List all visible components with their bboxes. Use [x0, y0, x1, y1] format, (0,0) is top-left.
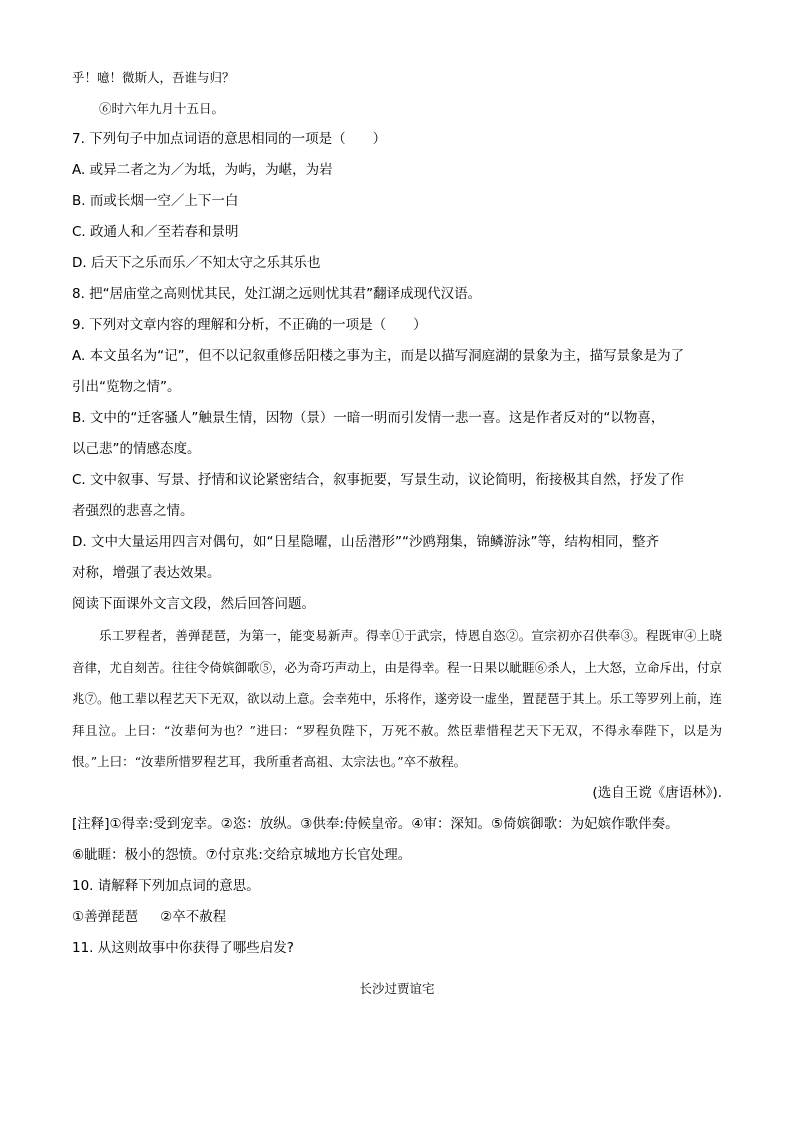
question-7-stem: 7. 下列句子中加点词语的意思相同的一项是（ ）: [72, 131, 387, 147]
question-9-option-c-line2: 者强烈的悲喜之情。: [72, 503, 194, 519]
question-9-stem: 9. 下列对文章内容的理解和分析，不正确的一项是（ ）: [72, 317, 427, 333]
question-9-option-c-line1: C. 文中叙事、写景、抒情和议论紧密结合，叙事扼要，写景生动，议论简明，衔接极其自然，抒发了作: [72, 472, 685, 488]
question-9-option-d-line2: 对称，增强了表达效果。: [72, 565, 221, 581]
question-7-option-a: A. 或异二者之为／为坻，为屿，为嵁，为岩: [72, 162, 333, 178]
passage-ending-line: 乎！噫！微斯人，吾谁与归？: [72, 70, 235, 85]
question-11-stem: 11. 从这则故事中你获得了哪些启发?: [72, 939, 294, 956]
question-10-item-2: ②卒不赦程: [160, 908, 227, 925]
question-9-option-b-line1: B. 文中的“迁客骚人”触景生情，因物（景）一暗一明而引发情一悲一喜。这是作者反对的“以物喜，: [72, 410, 665, 426]
classical-passage: 乐工罗程者，善弹琵琶，为第一，能变易新声。得幸①于武宗，恃恩自恣②。宣宗初亦召供奉③。程既审④上晓音律，尤自刻苦。往往令倚嫔御歌⑤，必为奇巧声动上，由是得幸。程一日果以眦睚⑥杀人，上大怒，立命斥出，付京兆⑦。他工辈以程艺天下无双，欲以动上意。会幸苑中，乐将作，遂旁设一虚坐，置琵琶于其上。乐工等罗列上前，连拜且泣。上曰：“汝辈何为也？”进曰：“罗程负陛下，万死不赦。然臣辈惜程艺天下无双，不得永奉陛下，以是为恨。”上曰：“汝辈所惜罗程艺耳，我所重者高祖、太宗法也。”卒不赦程。: [72, 628, 723, 769]
question-7-option-c: C. 政通人和／至若春和景明: [72, 224, 239, 240]
reading-intro: 阅读下面课外文言文段，然后回答问题。: [72, 596, 315, 612]
question-9-option-a-line1: A. 本文虽名为“记”，但不以记叙重修岳阳楼之事为主，而是以描写洞庭湖的景象为主，描写景象是为了: [72, 348, 685, 364]
question-9-option-d-line1: D. 文中大量运用四言对偶句，如“日星隐曜，山岳潜形”“沙鸥翔集，锦鳞游泳”等，结构相同，整齐: [72, 534, 659, 550]
question-7-option-d: D. 后天下之乐而乐／不知太守之乐其乐也: [72, 255, 321, 271]
question-8-stem: 8. 把“居庙堂之高则忧其民，处江湖之远则忧其君”翻译成现代汉语。: [72, 286, 482, 302]
question-9-option-b-line2: 以己悲”的情感态度。: [72, 441, 201, 457]
passage-source: (选自王谠《唐语林》).: [592, 784, 722, 801]
next-poem-title: 长沙过贾谊宅: [359, 980, 435, 996]
annotation-line2: ⑥眦睚：极小的怨愤。⑦付京兆:交给京城地方长官处理。: [72, 846, 412, 863]
exam-page: [72, 62, 722, 1004]
footnote-6: ⑥时六年九月十五日。: [99, 101, 225, 116]
question-9-option-a-line2: 引出“览物之情”。: [72, 379, 181, 395]
annotation-line1: [注释]①得幸:受到宠幸。②恣：放纵。③供奉:侍候皇帝。④审：深知。⑤倚嫔御歌：为妃嫔作歌伴奏。: [72, 815, 679, 832]
question-10-items: [72, 902, 722, 933]
question-10-item-1: ①善弹琵琶: [72, 908, 139, 925]
question-10-stem: 10. 请解释下列加点词的意思。: [72, 877, 260, 894]
question-7-option-b: B. 而或长烟一空／上下一白: [72, 193, 239, 209]
